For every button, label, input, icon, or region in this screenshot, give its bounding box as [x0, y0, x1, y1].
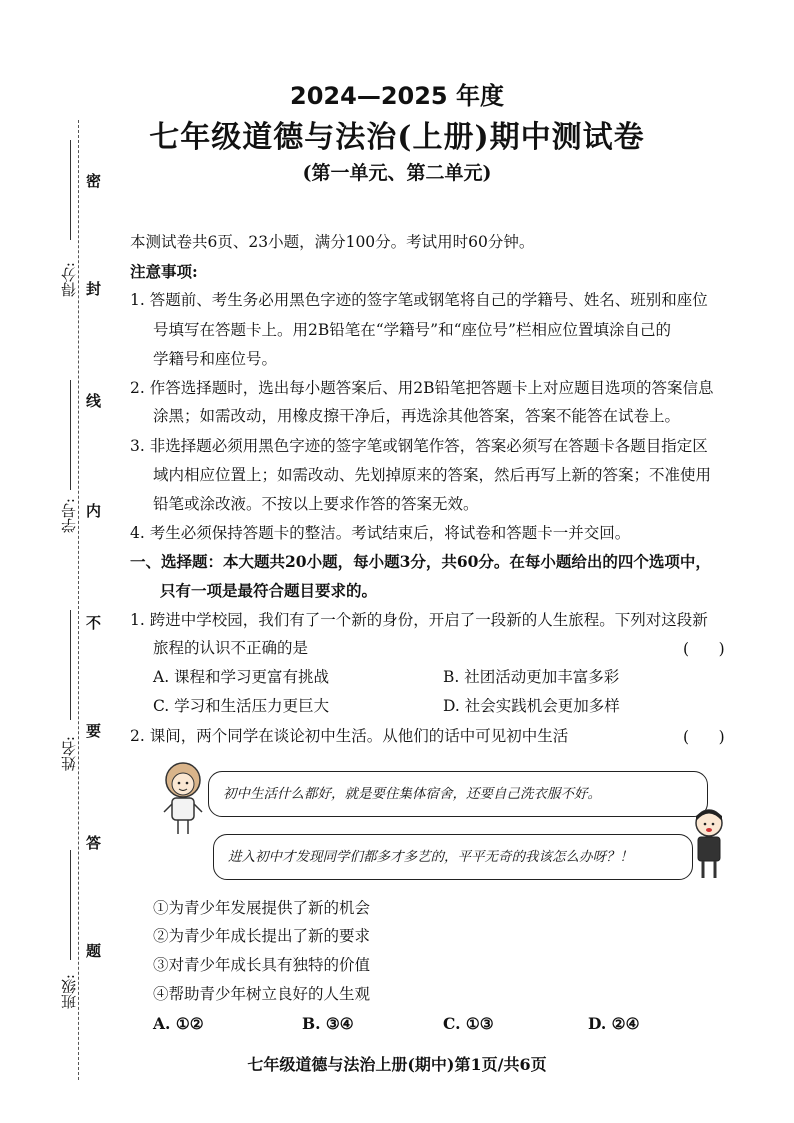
exam-intro: 本测试卷共6页、23小题，满分100分。考试用时60分钟。 [130, 233, 535, 251]
notes-heading: 注意事项: [130, 262, 198, 281]
seal-char: 要 [86, 722, 102, 740]
student-id-label: 学号: [60, 498, 78, 534]
seal-char: 答 [86, 834, 102, 852]
note-line: 涂黑；如需改动，用橡皮擦干净后，再选涂其他答案，答案不能答在试卷上。 [153, 407, 681, 425]
seal-char: 封 [86, 280, 102, 298]
option-a: A. 课程和学习更富有挑战 [153, 668, 330, 686]
score-label: 得分: [60, 262, 78, 298]
option-d: D. ②④ [588, 1014, 640, 1033]
section-heading: 一、选择题：本大题共20小题，每小题3分，共60分。在每小题给出的四个选项中， [130, 552, 711, 571]
note-line: 域内相应位置上；如需改动、先划掉原来的答案，然后再写上新的答案；不准使用 [153, 466, 712, 484]
question-1-stem: 1. 跨进中学校园，我们有了一个新的身份，开启了一段新的人生旅程。下列对这段新 [130, 611, 708, 629]
statement-item: ①为青少年发展提供了新的机会 [153, 899, 371, 917]
class-label: 班级: [60, 974, 78, 1010]
note-line: 铅笔或涂改液。不按以上要求作答的答案无效。 [153, 495, 479, 513]
name-label: 姓名: [60, 736, 78, 772]
option-b: B. 社团活动更加丰富多彩 [443, 668, 620, 686]
speech-bubble-boy: 进入初中才发现同学们都多才多艺的，平平无奇的我该怎么办呀？！ [213, 834, 693, 880]
note-line: 2. 作答选择题时，选出每小题答案后、用2B铅笔把答题卡上对应题目选项的答案信息 [130, 379, 714, 397]
class-blank-line [70, 850, 71, 960]
option-a: A. ①② [153, 1014, 204, 1033]
student-id-blank-line [70, 380, 71, 490]
note-line: 4. 考生必须保持答题卡的整洁。考试结束后，将试卷和答题卡一并交回。 [130, 524, 631, 542]
statement-item: ③对青少年成长具有独特的价值 [153, 956, 371, 974]
exam-subtitle: (第一单元、第二单元) [302, 162, 492, 184]
note-line: 3. 非选择题必须用黑色字迹的签字笔或钢笔作答，答案必须写在答题卡各题目指定区 [130, 437, 708, 455]
exam-year: 2024—2025 年度 [290, 82, 504, 110]
option-c: C. 学习和生活压力更巨大 [153, 697, 330, 715]
option-d: D. 社会实践机会更加多样 [443, 697, 620, 715]
exam-title: 七年级道德与法治(上册)期中测试卷 [149, 120, 645, 155]
page-footer: 七年级道德与法治上册(期中)第1页/共6页 [247, 1055, 547, 1074]
section-heading-cont: 只有一项是最符合题目要求的。 [160, 581, 378, 600]
note-line: 1. 答题前、考生务必用黑色字迹的签字笔或钢笔将自己的学籍号、姓名、班别和座位 [130, 291, 708, 309]
question-2-stem: 2. 课间，两个同学在谈论初中生活。从他们的话中可见初中生活 [130, 727, 569, 745]
answer-paren: ( ) [683, 640, 725, 658]
option-b: B. ③④ [302, 1014, 354, 1033]
question-1-stem-cont: 旅程的认识不正确的是 [153, 639, 309, 657]
seal-char: 内 [86, 502, 102, 520]
name-blank-line [70, 610, 71, 720]
speech-bubble-girl: 初中生活什么都好，就是要住集体宿舍，还要自己洗衣服不好。 [208, 771, 708, 817]
note-line: 学籍号和座位号。 [153, 350, 278, 368]
answer-paren: ( ) [683, 728, 725, 746]
girl-illustration [158, 760, 208, 840]
seal-char: 不 [86, 614, 102, 632]
note-line: 号填写在答题卡上。用2B铅笔在“学籍号”和“座位号”栏相应位置填涂自己的 [153, 321, 671, 339]
statement-item: ④帮助青少年树立良好的人生观 [153, 985, 371, 1003]
seal-char: 密 [86, 172, 102, 190]
seal-char: 线 [86, 392, 102, 410]
option-c: C. ①③ [443, 1014, 494, 1033]
seal-char: 题 [86, 942, 102, 960]
statement-item: ②为青少年成长提出了新的要求 [153, 927, 371, 945]
boy-illustration [686, 806, 732, 884]
